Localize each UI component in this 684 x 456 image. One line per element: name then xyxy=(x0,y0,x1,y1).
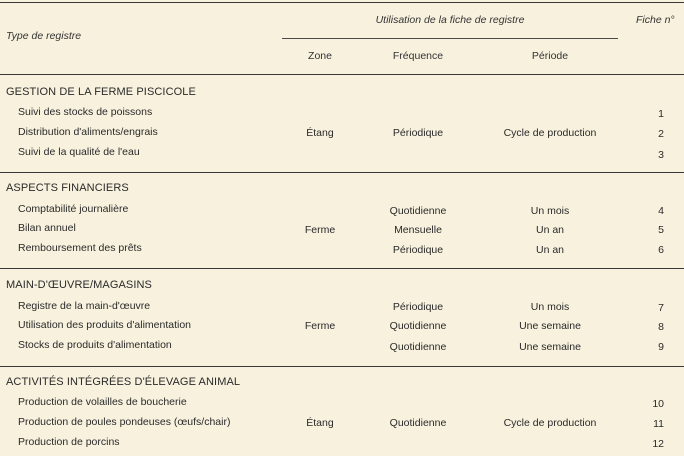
row-fiche: 3 xyxy=(658,149,664,161)
section-zone: Ferme xyxy=(304,224,336,236)
row-frequence: Quotidienne xyxy=(389,417,447,429)
row-periode: Une semaine xyxy=(519,320,581,332)
header-usage-label: Utilisation de la fiche de registre xyxy=(375,14,525,26)
row-label: Production de porcins xyxy=(18,436,120,448)
row-label: Distribution d'aliments/engrais xyxy=(18,126,158,138)
header-type-label: Type de registre xyxy=(6,30,82,42)
section-zone: Étang xyxy=(306,417,334,429)
header-usage-underline xyxy=(282,38,618,39)
row-fiche: 7 xyxy=(658,302,664,314)
row-label: Comptabilité journalière xyxy=(18,203,129,215)
row-periode: Un an xyxy=(535,224,565,236)
row-periode: Un mois xyxy=(530,301,570,313)
row-label: Suivi de la qualité de l'eau xyxy=(18,146,140,158)
row-label: Utilisation des produits d'alimentation xyxy=(18,319,192,331)
header-frequence-label: Fréquence xyxy=(392,50,444,62)
row-frequence: Périodique xyxy=(392,244,444,256)
section-title: ACTIVITÉS INTÉGRÉES D'ÉLEVAGE ANIMAL xyxy=(6,376,241,388)
row-fiche: 6 xyxy=(658,244,664,256)
header-periode-label: Période xyxy=(531,50,569,62)
header-fiche-label: Fiche n° xyxy=(636,14,675,26)
top-rule xyxy=(0,2,684,3)
section-title: MAIN-D'ŒUVRE/MAGASINS xyxy=(6,279,152,291)
section-zone: Ferme xyxy=(304,320,336,332)
row-label: Remboursement des prêts xyxy=(18,242,142,254)
row-fiche: 12 xyxy=(652,438,664,450)
row-fiche: 2 xyxy=(658,128,664,140)
row-label: Production de volailles de boucherie xyxy=(18,396,187,408)
row-fiche: 10 xyxy=(652,398,664,410)
row-label: Stocks de produits d'alimentation xyxy=(18,339,172,351)
row-periode: Un an xyxy=(535,244,565,256)
header-bottom-rule xyxy=(0,74,684,75)
row-frequence: Périodique xyxy=(392,301,444,313)
row-fiche: 4 xyxy=(658,205,664,217)
row-label: Suivi des stocks de poissons xyxy=(18,106,153,118)
header-zone-label: Zone xyxy=(308,50,332,62)
section-zone: Étang xyxy=(306,127,334,139)
row-fiche: 9 xyxy=(658,341,664,353)
row-label: Registre de la main-d'œuvre xyxy=(18,300,151,312)
section-title: ASPECTS FINANCIERS xyxy=(6,182,129,194)
row-fiche: 1 xyxy=(658,108,664,120)
row-fiche: 5 xyxy=(658,224,664,236)
section-rule xyxy=(0,268,684,269)
section-rule xyxy=(0,172,684,173)
section-title: GESTION DE LA FERME PISCICOLE xyxy=(6,86,196,98)
row-frequence: Quotidienne xyxy=(389,341,447,353)
row-periode: Cycle de production xyxy=(503,127,597,139)
row-frequence: Quotidienne xyxy=(389,320,447,332)
row-label: Production de poules pondeuses (œufs/chair) xyxy=(18,416,231,428)
row-periode: Une semaine xyxy=(519,341,581,353)
row-label: Bilan annuel xyxy=(18,222,76,234)
row-periode: Un mois xyxy=(530,205,570,217)
row-fiche: 8 xyxy=(658,321,664,333)
row-periode: Cycle de production xyxy=(503,417,597,429)
row-fiche: 11 xyxy=(653,418,664,430)
row-frequence: Périodique xyxy=(392,127,444,139)
section-rule xyxy=(0,366,684,367)
row-frequence: Quotidienne xyxy=(389,205,447,217)
row-frequence: Mensuelle xyxy=(394,224,442,236)
